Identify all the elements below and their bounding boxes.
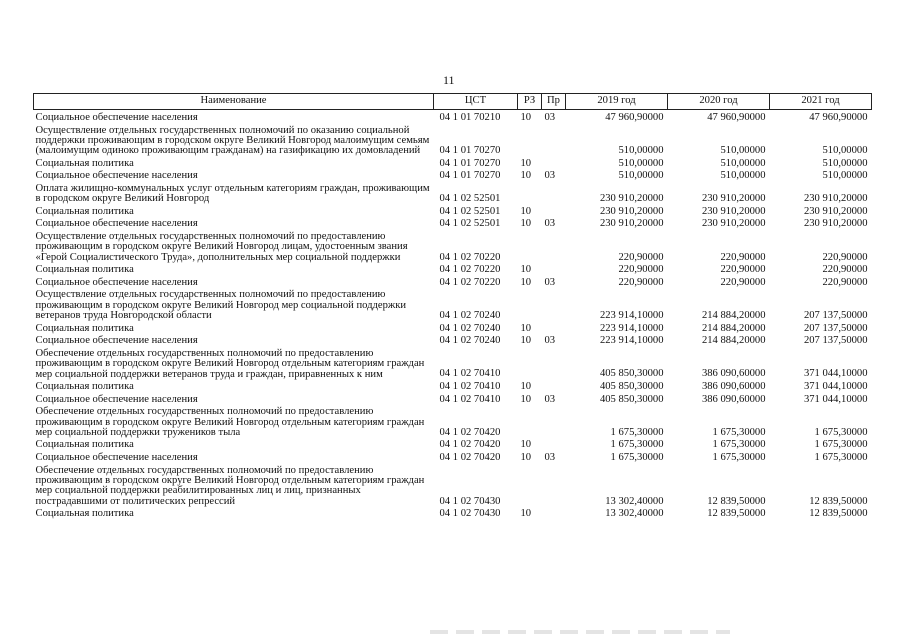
table-row	[34, 508, 872, 521]
cell-2019: 220,90000	[618, 264, 664, 276]
table-row	[34, 289, 872, 322]
page-footer-blur	[430, 630, 730, 634]
table-row	[34, 394, 872, 407]
cell-pr	[542, 348, 566, 381]
cell-pr	[542, 125, 566, 158]
cell-rz: 10	[520, 322, 532, 334]
cell-2020: 1 675,30000	[712, 439, 766, 451]
cell-cst: 04 1 02 70420	[439, 452, 501, 464]
cell-cst: 04 1 02 52501	[439, 193, 501, 205]
cell-cst: 04 1 02 70430	[439, 495, 501, 507]
cell-name: Социальная политика	[35, 439, 134, 451]
header-cst: ЦСТ	[434, 94, 518, 110]
cell-cst: 04 1 02 52501	[439, 205, 501, 217]
cell-2021: 510,00000	[822, 157, 868, 169]
cell-cst: 04 1 02 52501	[439, 218, 501, 230]
cell-rz	[518, 231, 542, 264]
cell-cst: 04 1 02 70420	[439, 426, 501, 438]
cell-2019: 220,90000	[618, 276, 664, 288]
cell-2020: 510,00000	[720, 157, 766, 169]
cell-name: Оплата жилищно-коммунальных услуг отдельным категориям граждан, проживающим в городском округе Великий Новгород	[35, 183, 430, 205]
cell-2020: 230 910,20000	[701, 193, 766, 205]
cell-2019: 223 914,10000	[599, 335, 664, 347]
cell-2020: 1 675,30000	[712, 452, 766, 464]
cell-cst: 04 1 01 70270	[439, 145, 501, 157]
cell-cst: 04 1 02 70240	[439, 335, 501, 347]
cell-2019: 230 910,20000	[599, 193, 664, 205]
cell-2019: 1 675,30000	[610, 439, 664, 451]
cell-pr	[542, 289, 566, 322]
cell-pr: 03	[544, 112, 556, 123]
table-row	[34, 110, 872, 125]
cell-name: Осуществление отдельных государственных полномочий по оказанию социальной поддержки проживающим в городском округе Великий Новгород малоимущим семьям (малоимущим одиноко проживающим гражданам) на газификацию их домовладений	[35, 124, 430, 157]
cell-pr	[542, 508, 566, 521]
cell-2020: 220,90000	[720, 276, 766, 288]
cell-rz: 10	[520, 205, 532, 217]
cell-2020: 214 884,20000	[701, 310, 766, 322]
cell-2020: 510,00000	[720, 170, 766, 182]
cell-pr	[542, 206, 566, 219]
header-rz: РЗ	[518, 94, 542, 110]
cell-pr: 03	[544, 335, 556, 347]
cell-2020: 220,90000	[720, 264, 766, 276]
cell-2019: 510,00000	[618, 145, 664, 157]
table-row	[34, 335, 872, 348]
cell-2019: 13 302,40000	[605, 508, 664, 520]
cell-rz	[518, 183, 542, 206]
cell-2021: 47 960,90000	[809, 112, 868, 123]
table-row	[34, 452, 872, 465]
cell-name: Осуществление отдельных государственных полномочий по предоставлению проживающим в городском округе Великий Новгород мер социальной поддержки ветеранов труда Новгородской области	[35, 289, 407, 322]
cell-name: Социальная политика	[35, 205, 134, 217]
cell-2019: 223 914,10000	[599, 310, 664, 322]
cell-2021: 371 044,10000	[803, 393, 868, 405]
cell-rz: 10	[520, 393, 532, 405]
cell-rz: 10	[520, 381, 532, 393]
cell-2019: 510,00000	[618, 157, 664, 169]
cell-name: Социальная политика	[35, 381, 134, 393]
cell-name: Социальное обеспечение населения	[35, 218, 198, 230]
cell-name: Социальное обеспечение населения	[35, 335, 198, 347]
cell-cst: 04 1 02 70220	[439, 251, 501, 263]
cell-cst: 04 1 01 70270	[439, 170, 501, 182]
cell-2020: 230 910,20000	[701, 218, 766, 230]
table-row	[34, 277, 872, 290]
cell-2019: 230 910,20000	[599, 205, 664, 217]
cell-name: Социальная политика	[35, 508, 134, 520]
page-number: 11	[443, 73, 455, 87]
budget-table	[33, 93, 872, 521]
cell-pr	[542, 183, 566, 206]
cell-pr: 03	[544, 452, 556, 464]
cell-name: Социальное обеспечение населения	[35, 112, 198, 123]
table-row	[34, 406, 872, 439]
cell-pr: 03	[544, 170, 556, 182]
cell-name: Социальное обеспечение населения	[35, 170, 198, 182]
cell-name: Обеспечение отдельных государственных полномочий по предоставлению проживающим в городском округе Великий Новгород отдельным категориям граждан мер социальной поддержки тружеников тыла	[35, 406, 425, 439]
cell-cst: 04 1 02 70410	[439, 393, 501, 405]
cell-2020: 1 675,30000	[712, 426, 766, 438]
cell-rz	[518, 289, 542, 322]
table-row	[34, 323, 872, 336]
cell-2019: 405 850,30000	[599, 368, 664, 380]
cell-pr	[542, 323, 566, 336]
cell-2020: 214 884,20000	[701, 322, 766, 334]
table-row	[34, 183, 872, 206]
cell-cst: 04 1 02 70410	[439, 368, 501, 380]
cell-rz: 10	[520, 112, 532, 123]
cell-2019: 13 302,40000	[605, 495, 664, 507]
cell-rz: 10	[520, 157, 532, 169]
cell-pr	[542, 406, 566, 439]
cell-pr	[542, 465, 566, 509]
cell-pr: 03	[544, 218, 556, 230]
cell-2021: 510,00000	[822, 170, 868, 182]
cell-2021: 220,90000	[822, 264, 868, 276]
cell-pr	[542, 264, 566, 277]
cell-2021: 230 910,20000	[803, 205, 868, 217]
table-row	[34, 439, 872, 452]
cell-name: Обеспечение отдельных государственных полномочий по предоставлению проживающим в городском округе Великий Новгород отдельным категориям граждан мер социальной поддержки ветеранов труда и граждан, приравненных к ним	[35, 347, 425, 380]
cell-cst: 04 1 02 70240	[439, 310, 501, 322]
cell-pr	[542, 439, 566, 452]
header-2020: 2020 год	[668, 94, 770, 110]
cell-cst: 04 1 02 70220	[439, 264, 501, 276]
table-row	[34, 231, 872, 264]
cell-2020: 214 884,20000	[701, 335, 766, 347]
cell-rz	[518, 348, 542, 381]
cell-rz	[518, 125, 542, 158]
cell-2021: 207 137,50000	[803, 310, 868, 322]
cell-2021: 207 137,50000	[803, 335, 868, 347]
cell-2020: 47 960,90000	[707, 112, 766, 123]
cell-2021: 220,90000	[822, 251, 868, 263]
cell-pr	[542, 381, 566, 394]
table-header	[34, 94, 872, 110]
cell-name: Социальная политика	[35, 264, 134, 276]
table-row	[34, 348, 872, 381]
cell-2021: 220,90000	[822, 276, 868, 288]
cell-name: Осуществление отдельных государственных полномочий по предоставлению проживающим в городском округе Великий Новгород лицам, удостоенным звания «Герой Социалистического Труда», дополнительных мер социальной поддержки	[35, 231, 408, 263]
cell-cst: 04 1 02 70240	[439, 322, 501, 334]
table-row	[34, 381, 872, 394]
cell-cst: 04 1 01 70270	[439, 157, 501, 169]
cell-2021: 1 675,30000	[814, 426, 868, 438]
cell-name: Социальное обеспечение населения	[35, 452, 198, 464]
cell-2021: 207 137,50000	[803, 322, 868, 334]
cell-2021: 12 839,50000	[809, 495, 868, 507]
cell-rz: 10	[520, 452, 532, 464]
cell-2020: 12 839,50000	[707, 495, 766, 507]
cell-cst: 04 1 01 70210	[439, 112, 501, 123]
cell-2020: 220,90000	[720, 251, 766, 263]
cell-2020: 230 910,20000	[701, 205, 766, 217]
table-row	[34, 264, 872, 277]
cell-pr	[542, 231, 566, 264]
cell-2020: 386 090,60000	[701, 381, 766, 393]
cell-2021: 510,00000	[822, 145, 868, 157]
cell-cst: 04 1 02 70410	[439, 381, 501, 393]
cell-name: Социальное обеспечение населения	[35, 276, 198, 288]
cell-2019: 220,90000	[618, 251, 664, 263]
cell-2020: 12 839,50000	[707, 508, 766, 520]
table-body	[34, 110, 872, 521]
cell-rz: 10	[520, 439, 532, 451]
cell-2019: 230 910,20000	[599, 218, 664, 230]
table-row	[34, 218, 872, 231]
cell-2019: 47 960,90000	[605, 112, 664, 123]
cell-2021: 371 044,10000	[803, 381, 868, 393]
header-2019: 2019 год	[566, 94, 668, 110]
cell-2019: 405 850,30000	[599, 381, 664, 393]
cell-name: Обеспечение отдельных государственных полномочий по предоставлению проживающим в городском округе Великий Новгород отдельным категориям граждан мер социальной поддержки реабилитированных лиц и лиц, признанных пострадавшими от политических репрессий	[35, 464, 425, 507]
cell-2021: 1 675,30000	[814, 439, 868, 451]
cell-2019: 1 675,30000	[610, 452, 664, 464]
table-row	[34, 170, 872, 183]
cell-2019: 223 914,10000	[599, 322, 664, 334]
cell-cst: 04 1 02 70430	[439, 508, 501, 520]
cell-2019: 1 675,30000	[610, 426, 664, 438]
cell-2021: 12 839,50000	[809, 508, 868, 520]
header-name: Наименование	[34, 94, 434, 110]
cell-rz	[518, 465, 542, 509]
table-row	[34, 465, 872, 509]
cell-cst: 04 1 02 70220	[439, 276, 501, 288]
table-row	[34, 158, 872, 171]
cell-2019: 405 850,30000	[599, 393, 664, 405]
cell-2020: 386 090,60000	[701, 368, 766, 380]
cell-rz	[518, 406, 542, 439]
cell-2019: 510,00000	[618, 170, 664, 182]
cell-2021: 1 675,30000	[814, 452, 868, 464]
cell-pr: 03	[544, 276, 556, 288]
cell-name: Социальная политика	[35, 322, 134, 334]
cell-rz: 10	[520, 264, 532, 276]
cell-name: Социальное обеспечение населения	[35, 393, 198, 405]
cell-rz: 10	[520, 170, 532, 182]
cell-2021: 230 910,20000	[803, 218, 868, 230]
cell-2021: 371 044,10000	[803, 368, 868, 380]
table-row	[34, 125, 872, 158]
cell-rz: 10	[520, 508, 532, 520]
table-row	[34, 206, 872, 219]
cell-name: Социальная политика	[35, 157, 134, 169]
header-pr: Пр	[542, 94, 566, 110]
cell-rz: 10	[520, 335, 532, 347]
cell-2021: 230 910,20000	[803, 193, 868, 205]
cell-cst: 04 1 02 70420	[439, 439, 501, 451]
cell-2020: 510,00000	[720, 145, 766, 157]
cell-rz: 10	[520, 276, 532, 288]
cell-rz: 10	[520, 218, 532, 230]
cell-pr	[542, 158, 566, 171]
cell-2020: 386 090,60000	[701, 393, 766, 405]
header-2021: 2021 год	[770, 94, 872, 110]
cell-pr: 03	[544, 393, 556, 405]
